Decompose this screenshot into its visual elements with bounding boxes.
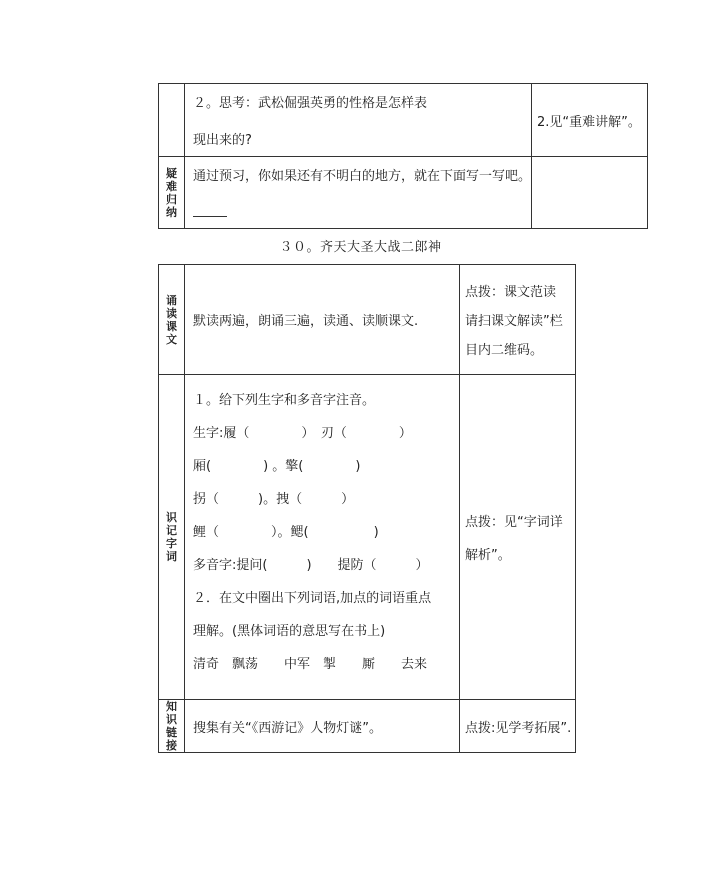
side-label-doubts: 疑 难 归 纳 bbox=[159, 157, 185, 229]
words-task-cell bbox=[185, 375, 460, 700]
vocab-line: 清奇 飘荡 中军 掣 厮 去来 bbox=[193, 656, 428, 672]
hint-cell: 2.见“重难讲解”。 bbox=[532, 84, 648, 157]
recite-task-cell: 默读两遍，朗诵三遍，读通、读顺课文. bbox=[185, 265, 460, 375]
task-line: １。给下列生字和多音字注音。 bbox=[193, 392, 376, 408]
table-row bbox=[159, 84, 648, 157]
table-row bbox=[159, 265, 576, 375]
doubts-instruction: 通过预习，你如果还有不明白的地方，就在下面写一写吧。 bbox=[193, 168, 532, 184]
question-line: ２。思考：武松倔强英勇的性格是怎样表 bbox=[193, 96, 428, 111]
hint-cell: 点拨:见学考拓展”. bbox=[460, 700, 576, 753]
side-label-words: 识 记 字 词 bbox=[159, 375, 185, 700]
pinyin-line: 拐（ )。拽（ ） bbox=[193, 491, 355, 507]
lesson-title: ３０。齐天大圣大战二郎神 bbox=[279, 240, 442, 255]
pinyin-line: 多音字:提问( ) 提防（ ） bbox=[193, 557, 429, 573]
hint-cell: 点拨：课文范读 请扫课文解读”栏 目内二维码。 bbox=[460, 265, 576, 375]
write-blank[interactable] bbox=[193, 206, 227, 217]
question-cell bbox=[185, 84, 532, 157]
review-table bbox=[158, 83, 648, 229]
pinyin-line: 鲤（ ）。鳃( ) bbox=[193, 524, 379, 540]
doubts-cell bbox=[185, 157, 532, 229]
table-row bbox=[159, 700, 576, 753]
side-label-cell bbox=[159, 84, 185, 157]
pinyin-line: 生字:履（ ） 刃（ ） bbox=[193, 425, 412, 441]
task-line: 理解。(黑体词语的意思写在书上) bbox=[193, 623, 386, 639]
hint-cell-empty bbox=[532, 157, 648, 229]
hint-cell: 点拨：见“字词详 解析”。 bbox=[460, 375, 576, 700]
link-task-cell: 搜集有关“《西游记》人物灯谜”。 bbox=[185, 700, 460, 753]
question-line: 现出来的? bbox=[193, 133, 252, 148]
pinyin-line: 厢( ) 。擎( ) bbox=[193, 458, 361, 474]
table-row bbox=[159, 157, 648, 229]
table-row bbox=[159, 375, 576, 700]
preview-table bbox=[158, 264, 576, 753]
task-line: ２．在文中圈出下列词语,加点的词语重点 bbox=[193, 590, 432, 606]
side-label-recite: 诵 读 课 文 bbox=[159, 265, 185, 375]
side-label-link: 知 识 链 接 bbox=[159, 700, 185, 753]
